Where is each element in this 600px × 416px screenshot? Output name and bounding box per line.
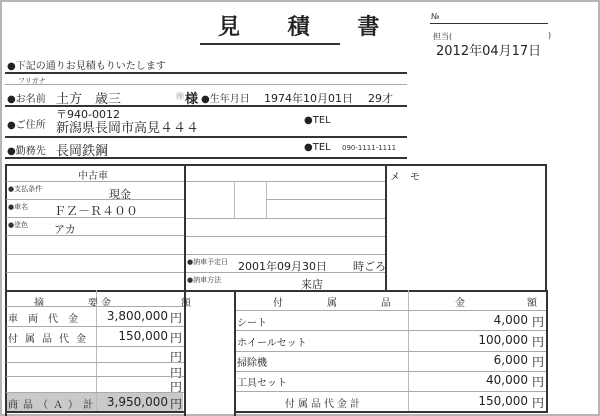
birthdate-label: ●生年月日 <box>201 94 250 105</box>
no-label: № <box>431 12 440 21</box>
color-value: アカ <box>54 223 76 236</box>
seal-mark: ㊞ <box>176 92 184 101</box>
honorific: 様 <box>185 92 199 107</box>
accessories-rule-4 <box>236 391 546 392</box>
color-label: ●塗色 <box>8 221 29 229</box>
summary-row-amount: 3,800,000 <box>106 309 168 323</box>
address-rule <box>5 136 407 138</box>
address-value: 新潟県長岡市高見４４４ <box>56 121 200 136</box>
center-rule-2 <box>266 199 385 200</box>
accessory-name: 掃除機 <box>237 358 267 369</box>
vehicle-box-top <box>5 164 545 166</box>
work-tel-value: 090-1111-1111 <box>342 144 397 152</box>
accessory-name: ホイールセット <box>237 338 307 349</box>
vehicle-box-bottom <box>5 290 547 292</box>
summary-row-unit: 円 <box>170 366 183 380</box>
summary-total-amount: 3,950,000 <box>106 395 168 409</box>
summary-rule-3 <box>6 362 184 363</box>
summary-total-unit: 円 <box>170 397 183 411</box>
accessories-total-amount: 150,000 <box>478 394 528 408</box>
accessories-total-label: 付属品代金計 <box>285 399 363 410</box>
summary-header-amount: 金 額 <box>101 298 197 309</box>
vehicle-rule-1 <box>6 181 184 182</box>
address-label: ●ご住所 <box>7 120 46 131</box>
summary-row-label: 車両代金 <box>8 314 88 325</box>
summary-header-desc: 摘 要 <box>34 298 106 309</box>
accessory-amount: 100,000 <box>478 333 528 347</box>
center-rule-5 <box>186 254 385 255</box>
tanto-close: ) <box>548 31 552 40</box>
accessory-unit: 円 <box>532 315 545 329</box>
accessories-bottom <box>234 411 548 413</box>
delivery-time-value: 時ごろ <box>353 260 386 273</box>
memo-area[interactable] <box>388 180 543 288</box>
summary-rule-2 <box>6 346 184 347</box>
vehicle-section-title: 中古車 <box>78 171 108 182</box>
car-name-label: ●車名 <box>8 203 29 211</box>
vehicle-rule-3 <box>6 217 184 218</box>
summary-bottom <box>5 411 186 413</box>
vehicle-rule-4 <box>6 235 184 236</box>
vehicle-rule-2 <box>6 199 184 200</box>
summary-row-label: 付属品代金 <box>8 334 93 345</box>
delivery-method-value: 来店 <box>301 278 323 291</box>
car-name-value: ＦＺ－Ｒ４００ <box>54 204 139 218</box>
furigana-rule <box>5 84 407 85</box>
summary-rule-1 <box>6 326 184 327</box>
work-label: ●勤務先 <box>7 146 46 157</box>
delivery-date-label: ●納車予定日 <box>187 258 229 266</box>
accessories-header-amount: 金 額 <box>455 298 545 309</box>
summary-rule-4 <box>6 376 184 377</box>
delivery-method-label: ●納車方法 <box>187 276 222 284</box>
delivery-date-value: 2001年09月30日 <box>238 260 327 273</box>
summary-row-unit: 円 <box>170 380 183 394</box>
center-rule-4 <box>186 236 385 237</box>
vehicle-rule-5 <box>6 254 184 255</box>
work-rule <box>5 157 407 159</box>
accessories-rule-3 <box>236 371 546 372</box>
page-title: 見 積 書 <box>218 15 400 40</box>
center-rule-6 <box>186 272 385 273</box>
summary-row-unit: 円 <box>170 350 183 364</box>
birthdate-value: 1974年10月01日 <box>264 92 353 105</box>
memo-label: メ モ <box>390 172 420 183</box>
vehicle-rule-6 <box>6 272 184 273</box>
summary-row-unit: 円 <box>170 311 183 325</box>
issue-date: 2012年04月17日 <box>436 44 542 59</box>
payment-value: 現金 <box>109 188 131 201</box>
name-label: ●お名前 <box>7 94 46 105</box>
payment-label: ●支払条件 <box>8 185 43 193</box>
intro-text: ●下記の通りお見積もりいたします <box>7 61 166 72</box>
postal-code: 〒940-0012 <box>56 108 120 121</box>
summary-rule-0 <box>6 306 184 307</box>
tel-label: ●TEL <box>304 115 331 126</box>
accessory-amount: 4,000 <box>493 313 528 327</box>
customer-name: 土方 歳三 <box>56 92 122 107</box>
summary-row-unit: 円 <box>170 331 183 345</box>
work-tel-label: ●TEL <box>304 142 331 153</box>
no-underline <box>430 23 548 24</box>
accessories-header-name: 付 属 品 <box>273 298 399 309</box>
accessories-rule-0 <box>236 310 546 311</box>
summary-total-label: 商品（Ａ）計 <box>8 400 98 411</box>
accessories-right-border <box>546 290 548 412</box>
age-value: 29才 <box>368 92 393 105</box>
summary-rule-5 <box>6 392 184 393</box>
center-vrule-1 <box>234 181 235 218</box>
title-underline <box>200 43 340 45</box>
furigana-label: フリガナ <box>18 77 46 85</box>
accessory-name: シート <box>237 318 267 329</box>
accessory-unit: 円 <box>532 355 545 369</box>
accessory-unit: 円 <box>532 375 545 389</box>
accessories-rule-2 <box>236 351 546 352</box>
accessory-name: 工具セット <box>237 378 287 389</box>
accessories-rule-1 <box>236 330 546 331</box>
intro-rule <box>5 72 407 74</box>
accessories-left-border <box>234 290 236 416</box>
tanto-label: 担当( <box>433 32 453 41</box>
center-rule-1 <box>186 181 385 182</box>
accessory-amount: 6,000 <box>493 353 528 367</box>
accessory-amount: 40,000 <box>486 373 528 387</box>
center-rule-3 <box>186 218 385 219</box>
memo-box-right <box>545 164 547 290</box>
accessories-total-unit: 円 <box>532 396 545 410</box>
summary-row-amount: 150,000 <box>118 329 168 343</box>
accessory-unit: 円 <box>532 335 545 349</box>
work-value: 長岡鉄鋼 <box>56 144 109 159</box>
